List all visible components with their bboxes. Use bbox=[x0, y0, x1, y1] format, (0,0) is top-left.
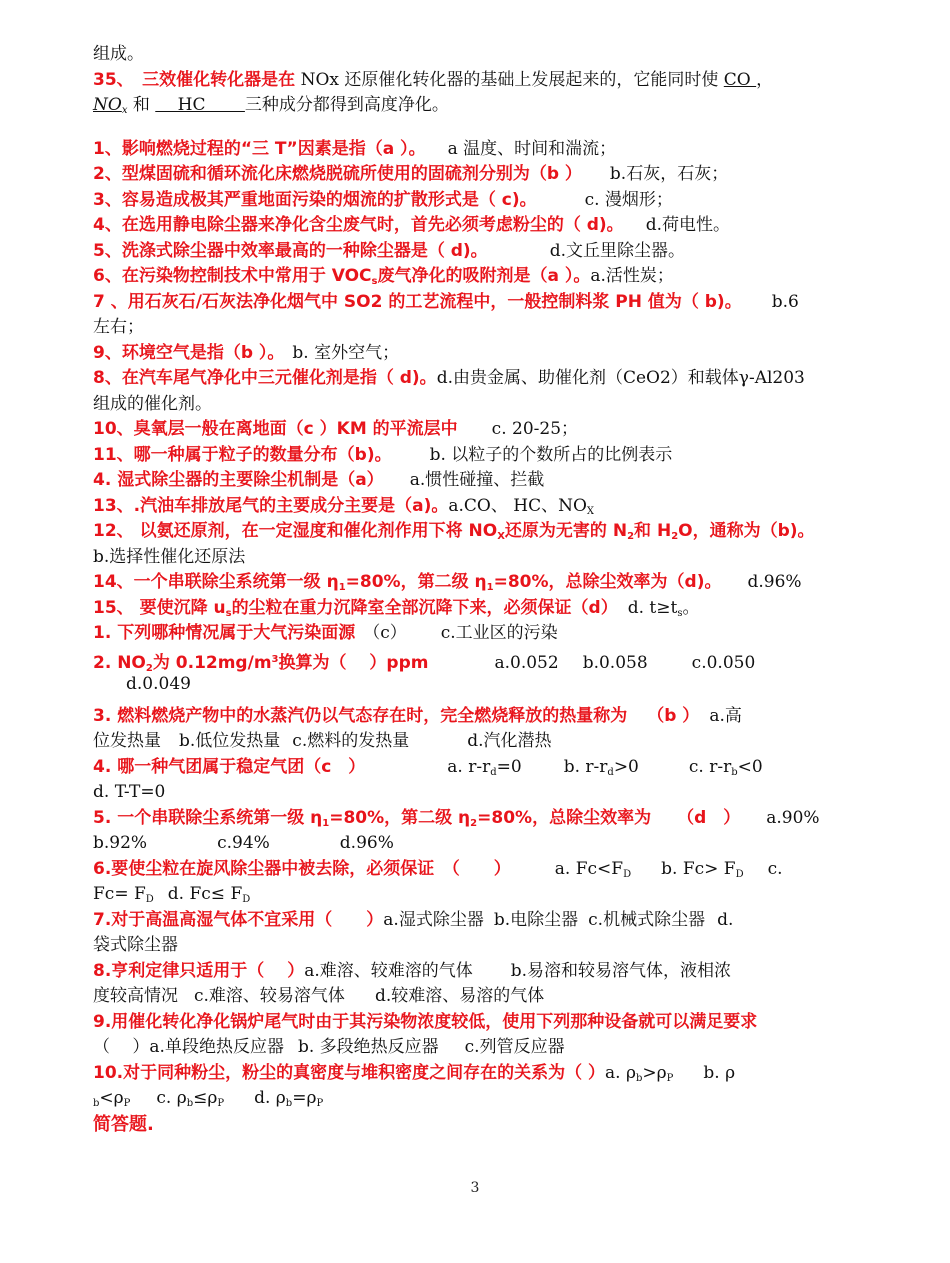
mc-question-10: 10.对于同种粉尘，粉尘的真密度与堆积密度之间存在的关系为（ ）a. $\rho_b>\rho_P$ b. ρ bbox=[93, 1062, 736, 1084]
question-5: 5、洗涤式除尘器中效率最高的一种除尘器是（ d)。 d.文丘里除尘器。 bbox=[93, 240, 685, 261]
mc-option-line: d.0.049 bbox=[126, 674, 191, 694]
mc-question-8: 8.亨利定律只适用于（ ）a.难溶、较难溶的气体 b.易溶和较易溶气体，液相浓 bbox=[93, 960, 732, 981]
text-line: b.选择性催化还原法 bbox=[93, 546, 246, 567]
question-11: 11、哪一种属于粒子的数量分布（b)。 b. 以粒子的个数所占的比例表示 bbox=[93, 444, 673, 465]
answer-blank-nox: $NO_x$ bbox=[93, 95, 128, 116]
question-14: 14、一个串联除尘系统第一级 $\eta_1=80\%$，第二级 $\eta_1=80\%$，总除尘效率为（d)。 d.96% bbox=[93, 572, 802, 593]
question-13: 13、.汽油车排放尾气的主要成分主要是（a)。a.CO、 HC、$NO_X$ bbox=[93, 495, 595, 517]
question-6: 6、在污染物控制技术中常用于 $VOC_s$废气净化的吸附剂是（a ）。a.活性炭； bbox=[93, 266, 674, 287]
page-number: 3 bbox=[470, 1180, 480, 1196]
mc-option-line: 位发热量 b.低位发热量 c.燃料的发热量 d.汽化潜热 bbox=[93, 731, 552, 751]
question-35-continued: $NO_x$ 和 HC 三种成分都得到高度净化。 bbox=[93, 95, 449, 116]
exam-text-body bbox=[93, 42, 863, 1137]
question-1: 1、影响燃烧过程的“三 T”因素是指（a ）。 a 温度、时间和湍流； bbox=[93, 138, 617, 159]
question-3: 3、容易造成极其严重地面污染的烟流的扩散形式是（ c)。 c. 漫烟形； bbox=[93, 189, 673, 210]
mc-option-line: b.92% c.94% d.96% bbox=[93, 833, 394, 853]
mc-question-6: 6.要使尘粒在旋风除尘器中被去除，必须保证 （ ） a. $Fc<F_D$ b. $Fc> F_D$ c. bbox=[93, 858, 783, 880]
question-15: 15、 要使沉降 $u_s$的尘粒在重力沉降室全部沉降下来，必须保证（d） d. $t\ge t_s$。 bbox=[93, 597, 700, 619]
mc-question-3: 3. 燃料燃烧产物中的水蒸汽仍以气态存在时，完全燃烧释放的热量称为 （b ） a.高 bbox=[93, 705, 742, 726]
mc-question-5: 5. 一个串联除尘系统第一级 $\eta_1=80\%$，第二级 $\eta_2=80\%$，总除尘效率为 （d ） a.90% bbox=[93, 807, 820, 829]
section-heading-short-answer: 简答题. bbox=[93, 1113, 154, 1135]
question-12: 12、 以氨还原剂，在一定湿度和催化剂作用下将 $NO_X$还原为无害的 $N_2$和 $H_2O$，通称为（b)。 bbox=[93, 521, 815, 542]
answer-blank-hc: HC bbox=[155, 95, 245, 115]
text-line: 组成的催化剂。 bbox=[93, 393, 212, 414]
mc-option-line: 袋式除尘器 bbox=[93, 935, 178, 955]
question-9: 9、环境空气是指（b ）。 b. 室外空气； bbox=[93, 342, 400, 363]
mc-question-4: 4. 哪一种气团属于稳定气团（c ） a. $r-r_d=0$ b. $r-r_d>0$ c. $r-r_b<0$ bbox=[93, 756, 763, 778]
mc-option-line: d. T-T=0 bbox=[93, 782, 166, 802]
mc-option-line: $_b<\rho_P$ c. $\rho_b\le\rho_P$ d. $\rho_b=\rho_P$ bbox=[93, 1088, 324, 1109]
question-2: 2、型煤固硫和循环流化床燃烧脱硫所使用的固硫剂分别为（b ） b.石灰，石灰； bbox=[93, 164, 729, 184]
mc-question-1: 1. 下列哪种情况属于大气污染面源 （c） c.工业区的污染 bbox=[93, 623, 558, 643]
mc-option-line: $Fc= F_D$ d. $Fc\le F_D$ bbox=[93, 884, 251, 905]
mc-question-2: 2. $NO_2$为 $0.12mg/m^3$换算为（ ）ppm a.0.052 b.0.058 c.0.050 bbox=[93, 652, 756, 674]
question-8: 8、在汽车尾气净化中三元催化剂是指（ d)。d.由贵金属、助催化剂（CeO2）和载体γ-Al203 bbox=[93, 368, 805, 388]
question-4: 4、在选用静电除尘器来净化含尘废气时，首先必须考虑粉尘的（ d)。 d.荷电性。 bbox=[93, 215, 730, 235]
question-7: 7 、用石灰石/石灰法净化烟气中 SO2 的工艺流程中，一般控制料浆 PH 值为（ b)。 b.6 bbox=[93, 291, 799, 312]
mc-question-9: 9.用催化转化净化锅炉尾气时由于其污染物浓度较低，使用下列那种设备就可以满足要求 bbox=[93, 1011, 758, 1032]
question-4b: 4. 湿式除尘器的主要除尘机制是（a） a.惯性碰撞、拦截 bbox=[93, 470, 545, 490]
answer-blank-co: CO bbox=[723, 69, 757, 90]
question-35: 35、 三效催化转化器是在 NOx 还原催化转化器的基础上发展起来的，它能同时使 CO ， bbox=[93, 69, 774, 90]
mc-option-line: （ ）a.单段绝热反应器 b. 多段绝热反应器 c.列管反应器 bbox=[93, 1037, 565, 1057]
mc-question-7: 7.对于高温高湿气体不宜采用（ ）a.湿式除尘器 b.电除尘器 c.机械式除尘器 d. bbox=[93, 909, 734, 930]
mc-option-line: 度较高情况 c.难溶、较易溶气体 d.较难溶、易溶的气体 bbox=[93, 986, 545, 1006]
text-line: 左右； bbox=[93, 317, 144, 337]
question-10: 10、臭氧层一般在离地面（c ）KM 的平流层中 c. 20-25； bbox=[93, 419, 579, 439]
text-line: 组成。 bbox=[93, 44, 144, 64]
